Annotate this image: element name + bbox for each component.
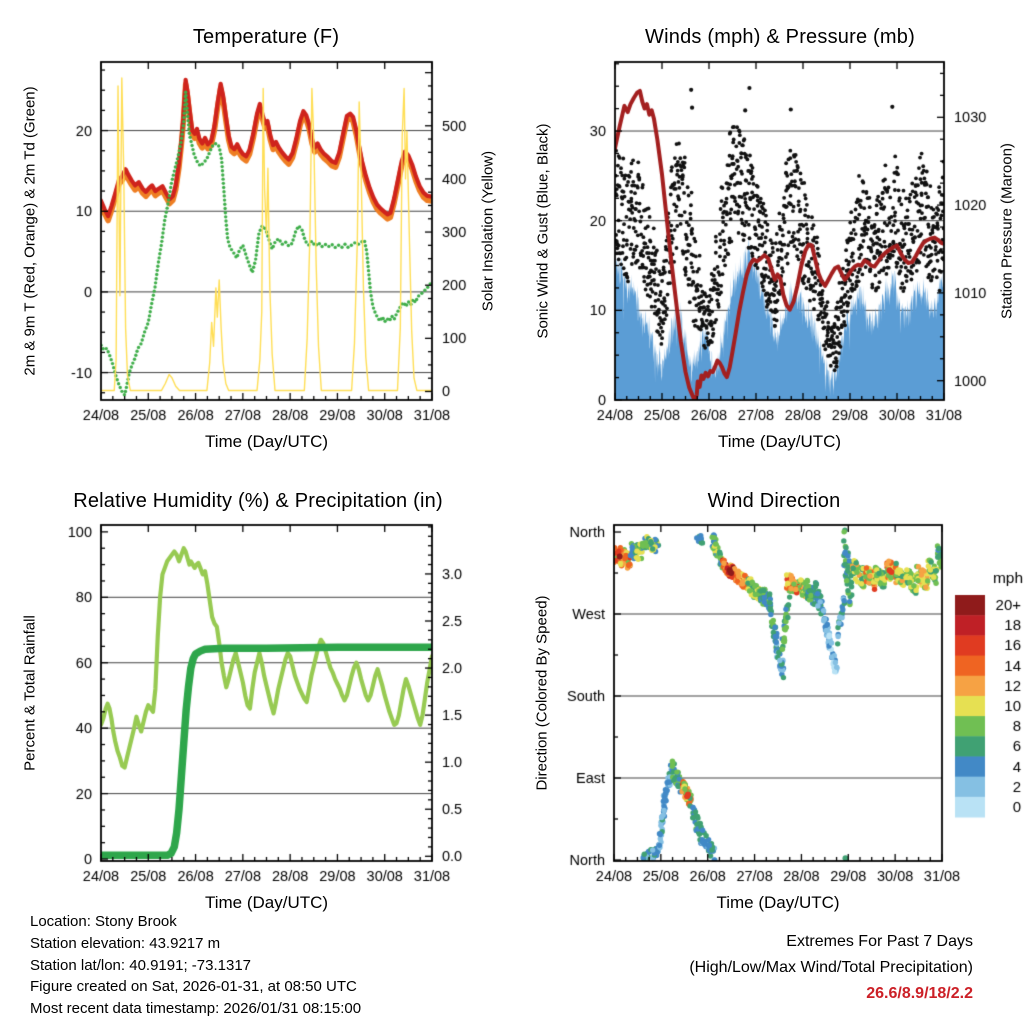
extremes-footer xyxy=(500,929,973,1007)
temperature-xlabel: Time (Day/UTC) xyxy=(204,432,329,451)
station-latlon: Station lat/lon: 40.9191; -73.1317 xyxy=(30,956,252,974)
extremes-values: 26.6/8.9/18/2.2 xyxy=(866,985,973,1002)
station-location: Location: Stony Brook xyxy=(30,913,177,930)
winds-xlabel: Time (Day/UTC) xyxy=(717,432,842,451)
humidity-ylabel-left: Percent & Total Rainfall xyxy=(21,615,39,771)
wind-direction-panel-canvas xyxy=(512,470,1024,940)
temperature-ylabel-right: Solar Insolation (Yellow) xyxy=(479,150,497,312)
figure-created-timestamp: Figure created on Sat, 2026-01-31, at 08:50 UTC xyxy=(30,978,357,996)
extremes-title: Extremes For Past 7 Days xyxy=(786,933,973,950)
winds-pressure-title: Winds (mph) & Pressure (mb) xyxy=(645,26,915,48)
temperature-ylabel-left: 2m & 9m T (Red, Orange) & 2m Td (Green) xyxy=(21,86,39,376)
winds-ylabel-left: Sonic Wind & Gust (Blue, Black) xyxy=(534,123,552,339)
temperature-panel-canvas xyxy=(0,0,512,470)
most-recent-data-timestamp: Most recent data timestamp: 2026/01/31 08:15:00 xyxy=(30,1000,362,1018)
wind-direction-title: Wind Direction xyxy=(707,490,841,512)
wind-direction-ylabel-left: Direction (Colored By Speed) xyxy=(533,595,551,791)
winds-pressure-panel-canvas xyxy=(512,0,1024,470)
wind-direction-xlabel: Time (Day/UTC) xyxy=(716,893,840,912)
humidity-xlabel: Time (Day/UTC) xyxy=(204,893,329,912)
humidity-precip-panel-canvas xyxy=(0,470,512,940)
humidity-precip-title: Relative Humidity (%) & Precipitation (in) xyxy=(73,490,443,512)
station-elevation: Station elevation: 43.9217 m xyxy=(30,934,221,952)
extremes-subtitle: (High/Low/Max Wind/Total Precipitation) xyxy=(689,959,973,976)
station-info-footer xyxy=(30,911,361,1020)
winds-ylabel-right: Station Pressure (Maroon) xyxy=(998,143,1016,319)
temperature-title: Temperature (F) xyxy=(192,26,340,48)
